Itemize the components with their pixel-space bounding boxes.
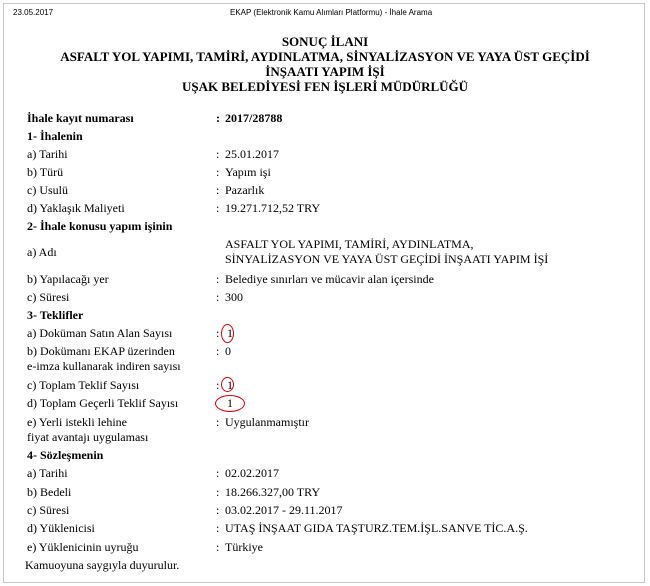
separator: : — [216, 111, 220, 125]
title-line: SONUÇ İLANI — [281, 34, 369, 49]
field-label: c) Süresi — [27, 290, 70, 304]
field-value: 18.266.327,00 TRY — [225, 485, 321, 499]
field-value: Yapım işi — [225, 165, 271, 179]
registration-value: 2017/28788 — [225, 111, 283, 125]
title-line: UŞAK BELEDİYESİ FEN İŞLERİ MÜDÜRLÜĞÜ — [181, 79, 469, 94]
field-label: e) Yerli istekli lehine — [27, 415, 127, 429]
field-label: a) Tarihi — [27, 466, 68, 480]
field-value: 03.02.2017 - 29.11.2017 — [225, 503, 343, 517]
field-value: ASFALT YOL YAPIMI, TAMİRİ, AYDINLATMA, — [225, 237, 474, 251]
separator: : — [216, 378, 220, 392]
field-label: e-imza kullanarak indiren sayısı — [27, 359, 181, 373]
section-sozlesme-heading: 4- Sözleşmenin — [27, 448, 104, 462]
field-label: a) Tarihi — [27, 147, 68, 161]
field-label: c) Süresi — [27, 503, 70, 517]
field-value: Uygulanmamıştır — [225, 415, 309, 429]
field-label: a) Doküman Satın Alan Sayısı — [27, 326, 173, 340]
field-value: 1 — [227, 378, 233, 392]
print-date: 23.05.2017 — [13, 8, 54, 17]
annotation-circle — [221, 377, 234, 392]
field-label: b) Yapılacağı yer — [27, 272, 109, 286]
separator: : — [216, 466, 220, 480]
separator: : — [216, 272, 220, 286]
section-ihale-heading: 1- İhalenin — [27, 129, 83, 143]
field-label: c) Usulü — [27, 183, 68, 197]
separator: : — [216, 201, 220, 215]
separator: : — [216, 183, 220, 197]
field-value: 300 — [225, 290, 243, 304]
field-label: d) Yaklaşık Maliyeti — [27, 201, 125, 215]
separator: : — [216, 503, 220, 517]
separator: : — [216, 521, 220, 535]
annotation-circle — [221, 324, 234, 343]
field-label: d) Yüklenicisi — [27, 521, 95, 535]
field-value: 19.271.712,52 TRY — [225, 201, 321, 215]
print-header-title: EKAP (Elektronik Kamu Alımları Platformu) - İhale Arama — [230, 8, 433, 17]
title-line: ASFALT YOL YAPIMI, TAMİRİ, AYDINLATMA, SİNYALİZASYON VE YAYA ÜST GEÇİDİ — [60, 49, 590, 64]
separator: : — [216, 290, 220, 304]
annotation-circle — [215, 395, 245, 412]
separator: : — [216, 415, 220, 429]
field-label: b) Bedeli — [27, 485, 72, 499]
field-value: 02.02.2017 — [225, 466, 279, 480]
field-label: e) Yüklenicinin uyruğu — [27, 540, 139, 554]
closing-label: Kamuoyuna saygıyla duyurulur. — [25, 558, 180, 572]
separator: : — [216, 326, 220, 340]
section-konu-heading: 2- İhale konusu yapım işinin — [27, 219, 173, 233]
field-value: 1 — [227, 396, 233, 410]
registration-label: İhale kayıt numarası — [27, 111, 134, 125]
field-label: d) Toplam Geçerli Teklif Sayısı — [27, 396, 179, 410]
announcement-title — [0, 34, 650, 94]
field-label: b) Dokümanı EKAP üzerinden — [27, 344, 175, 358]
field-value: 25.01.2017 — [225, 147, 279, 161]
separator: : — [216, 485, 220, 499]
field-value: 0 — [225, 344, 231, 358]
field-value: Pazarlık — [225, 183, 265, 197]
separator: : — [216, 165, 220, 179]
field-value: SİNYALİZASYON VE YAYA ÜST GEÇİDİ İNŞAATI YAPIM İŞİ — [225, 252, 549, 266]
field-label: b) Türü — [27, 165, 64, 179]
separator: : — [216, 147, 220, 161]
field-label: c) Toplam Teklif Sayısı — [27, 378, 140, 392]
field-value: UTAŞ İNŞAAT GIDA TAŞTURZ.TEM.İŞL.SANVE TİC.A.Ş. — [225, 521, 528, 535]
separator: : — [216, 540, 220, 554]
field-value: 1 — [227, 326, 233, 340]
title-line: İNŞAATI YAPIM İŞİ — [265, 64, 385, 79]
field-value: Türkiye — [225, 540, 263, 554]
field-label: fiyat avantajı uygulaması — [27, 430, 149, 444]
separator: : — [216, 344, 220, 358]
field-value: Belediye sınırları ve mücavir alan içersinde — [225, 272, 434, 286]
field-label: a) Adı — [27, 245, 57, 259]
section-teklif-heading: 3- Teklifler — [27, 308, 84, 322]
